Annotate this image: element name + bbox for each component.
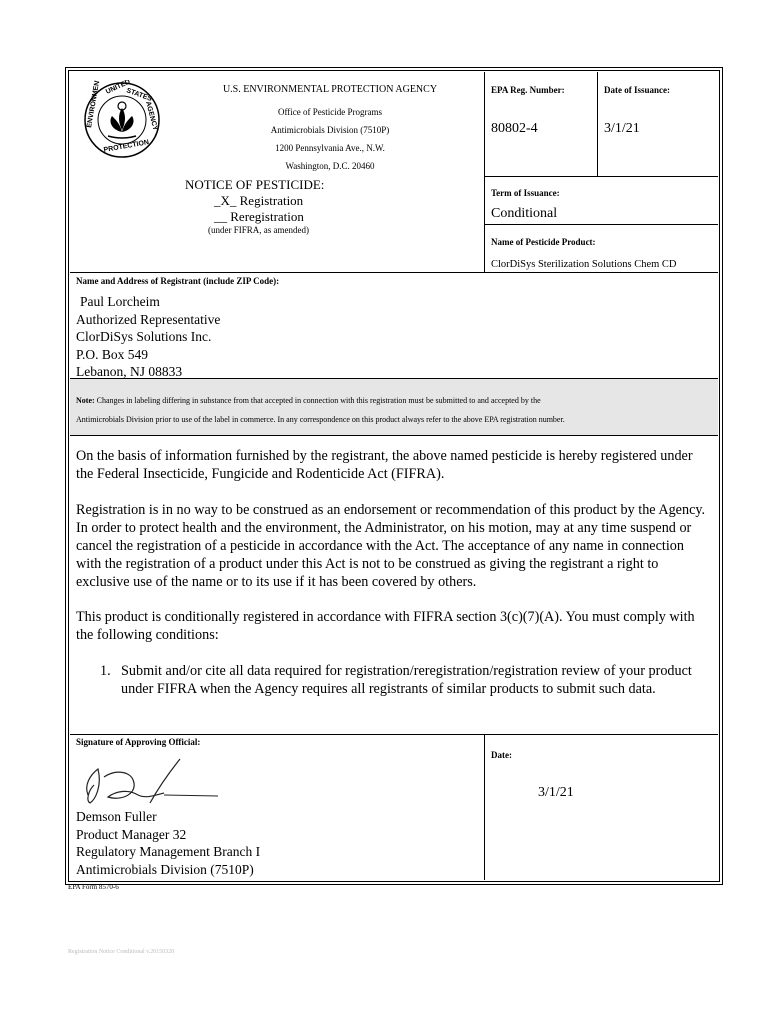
product-value: ClorDiSys Sterilization Solutions Chem CD — [491, 259, 677, 270]
handwritten-signature — [80, 755, 220, 810]
header-divider-2 — [597, 72, 598, 177]
registrant-title: Authorized Representative — [76, 311, 221, 327]
svg-text:STATES: STATES — [125, 87, 153, 103]
issuance-date-value: 3/1/21 — [604, 121, 640, 136]
note-label: Note: — [76, 396, 95, 405]
header-divider — [484, 72, 485, 272]
registrant-name: Paul Lorcheim — [80, 294, 160, 309]
official-division: Antimicrobials Division (7510P) — [76, 861, 254, 877]
divider — [484, 224, 718, 225]
notice-registration: _X_ Registration — [214, 193, 304, 208]
term-label: Term of Issuance: — [491, 188, 560, 198]
official-title: Product Manager 32 — [76, 826, 187, 842]
date-label: Date: — [491, 750, 512, 760]
notice-under-fifra: (under FIFRA, as amended) — [208, 225, 309, 235]
divider — [70, 272, 718, 273]
official-name: Demson Fuller — [76, 809, 157, 824]
registrant-pobox: P.O. Box 549 — [76, 346, 149, 362]
epa-form-number: EPA Form 8570-6 — [68, 883, 119, 891]
agency-name: U.S. ENVIRONMENTAL PROTECTION AGENCY — [222, 84, 438, 95]
body-paragraph-1: On the basis of information furnished by the registrant, the above named pesticide is hereby registered under the Federal Insecticide, Fungicide and Rodenticide Act (FIFRA). — [76, 448, 693, 482]
body-paragraph-2: Registration is in no way to be construed as an endorsement or recommendation of this product by the Agency. In order to protect health and the environment, the Administrator, on his motion, may at any time suspend or cancel the registration of a pesticide in accordance with the Act. The acceptance of any name in connection with the registration of a product under this Act is not to be construed as giving the registrant a right to exclusive use of the name or to its use if it has been covered by others. — [76, 502, 706, 590]
city-address: Washington, D.C. 20460 — [285, 161, 375, 171]
divider — [484, 734, 485, 880]
condition-text: Submit and/or cite all data required for registration/reregistration/registration review of your product under FIFRA when the Agency requires all registrants of similar products to submit such data. — [121, 663, 692, 697]
official-branch: Regulatory Management Branch I — [76, 844, 261, 859]
svg-text:ENVIRONMENTAL: ENVIRONMENTAL — [86, 80, 104, 129]
divider — [70, 734, 718, 735]
reg-number-value: 80802-4 — [491, 121, 538, 136]
issuance-date-label: Date of Issuance: — [604, 85, 670, 95]
divider — [484, 176, 718, 177]
notice-reregistration: __ Reregistration — [214, 209, 304, 224]
svg-text:UNITED: UNITED — [104, 80, 132, 96]
divider — [70, 435, 718, 436]
body-paragraph-3: This product is conditionally registered in accordance with FIFRA section 3(c)(7)(A). You must comply with the following conditions: — [76, 609, 695, 643]
product-label: Name of Pesticide Product: — [491, 237, 596, 247]
note-text-1: Changes in labeling differing in substance from that accepted in connection with this registration must be submitted to and accepted by the — [96, 396, 541, 405]
division-name: Antimicrobials Division (7510P) — [270, 125, 390, 135]
svg-text:PROTECTION: PROTECTION — [103, 139, 150, 154]
registrant-company: ClorDiSys Solutions Inc. — [76, 329, 212, 344]
condition-number: 1. — [100, 663, 111, 679]
date-value: 3/1/21 — [538, 785, 574, 800]
reg-number-label: EPA Reg. Number: — [491, 85, 565, 95]
epa-seal-icon — [82, 80, 162, 160]
registrant-city: Lebanon, NJ 08833 — [76, 364, 183, 379]
notice-title: NOTICE OF PESTICIDE: — [185, 177, 325, 192]
form-version: Registration Notice Conditional v.20150320 — [68, 949, 175, 955]
registrant-label: Name and Address of Registrant (include ZIP Code): — [76, 276, 280, 286]
term-value: Conditional — [491, 206, 558, 221]
office-name: Office of Pesticide Programs — [277, 107, 383, 117]
street-address: 1200 Pennsylvania Ave., N.W. — [275, 143, 385, 153]
note-text-2: Antimicrobials Division prior to use of the label in commerce. In any correspondence on this product always refer to the above EPA registration number. — [76, 415, 565, 424]
svg-text:AGENCY: AGENCY — [144, 100, 159, 132]
signature-label: Signature of Approving Official: — [76, 737, 201, 747]
